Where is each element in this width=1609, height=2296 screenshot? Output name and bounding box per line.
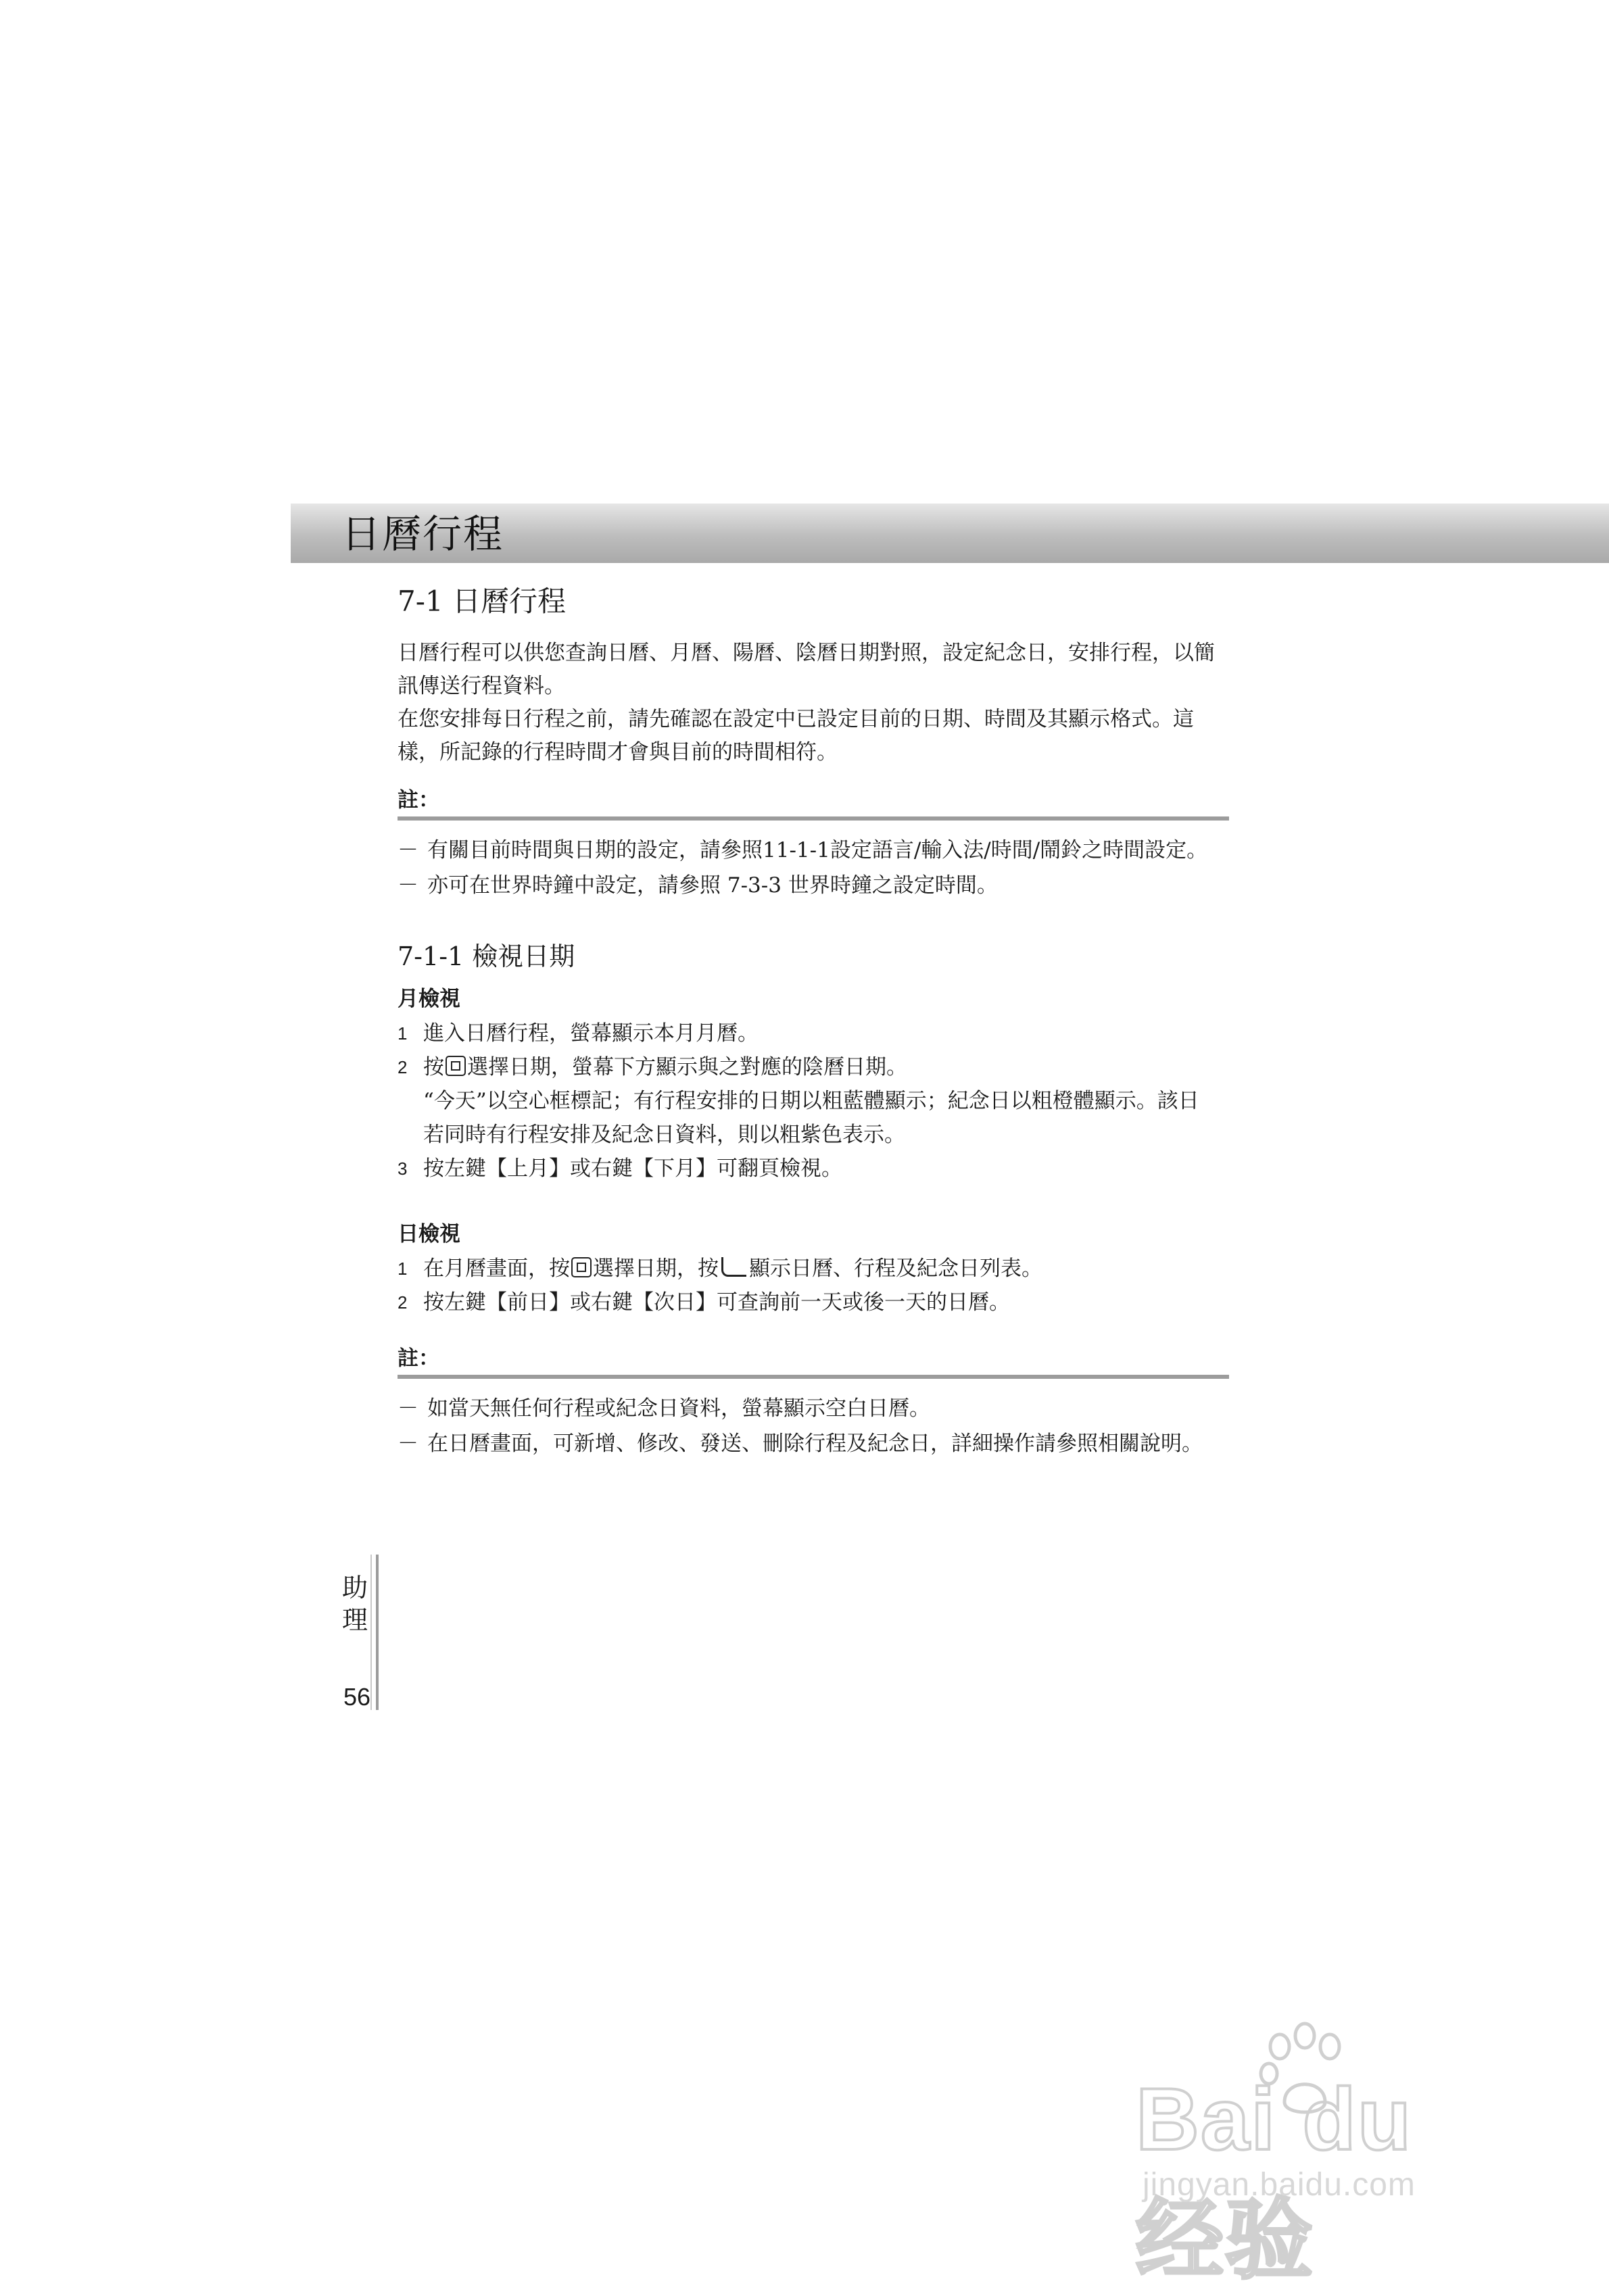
step-number: 2 [398, 1057, 408, 1077]
step-text-part: 按 [423, 1055, 444, 1079]
baidu-watermark [1136, 2021, 1514, 2289]
step-text-part: 選擇日期，螢幕下方顯示與之對應的陰曆日期。 [467, 1055, 907, 1079]
note-text: 有關目前時間與日期的設定，請參照11-1-1設定語言/輸入法/時間/鬧鈴之時間設定。 [427, 838, 1208, 862]
note-item [398, 833, 1229, 868]
section-heading: 7-1 日曆行程 [398, 585, 566, 618]
step-text [423, 1252, 1229, 1286]
intro-line: 在您安排每日行程之前，請先確認在設定中已設定目前的日期、時間及其顯示格式。這 [398, 707, 1194, 731]
step-text-part: 顯示日曆、行程及紀念日列表。 [749, 1256, 1042, 1281]
dash-bullet: － [398, 873, 418, 898]
note-box [398, 785, 1229, 903]
page-content [398, 581, 1229, 1461]
note-text: 亦可在世界時鐘中設定，請參照 7-3-3 世界時鐘之設定時間。 [427, 873, 998, 898]
note-item [398, 1391, 1229, 1426]
list-item [398, 1050, 1229, 1084]
note-item [398, 868, 1229, 903]
intro-line: 日曆行程可以供您查詢日曆、月曆、陽曆、陰曆日期對照，設定紀念日，安排行程，以簡 [398, 641, 1215, 665]
note-box [398, 1344, 1229, 1461]
step-text: 按左鍵【上月】或右鍵【下月】可翻頁檢視。 [423, 1156, 842, 1181]
intro-paragraph [398, 637, 1229, 769]
spacer [398, 1186, 1229, 1213]
note-label: 註： [398, 788, 439, 812]
note-label: 註： [398, 1346, 439, 1371]
center-key-icon [571, 1257, 592, 1277]
list-item [398, 1152, 1229, 1186]
subsection-heading: 7-1-1 檢視日期 [398, 942, 575, 971]
chapter-title: 日曆行程 [341, 511, 504, 557]
sidebar-rule [376, 1555, 379, 1710]
intro-line: 樣，所記錄的行程時間才會與目前的時間相符。 [398, 740, 838, 764]
step-number: 2 [398, 1292, 408, 1313]
watermark-brand: Bai du 经验 [1136, 2070, 1413, 2289]
note-text: 在日曆畫面，可新增、修改、發送、刪除行程及紀念日，詳細操作請參照相關說明。 [427, 1432, 1203, 1456]
list-item [398, 1286, 1229, 1319]
month-view-label: 月檢視 [398, 987, 460, 1011]
sidebar-chapter-label: 助理 [342, 1573, 368, 1635]
note-text: 如當天無任何行程或紀念日資料，螢幕顯示空白日曆。 [427, 1396, 930, 1421]
dash-bullet: － [398, 838, 418, 862]
note-divider [398, 816, 1229, 821]
step-number: 3 [398, 1158, 408, 1179]
step-text: 進入日曆行程，螢幕顯示本月月曆。 [423, 1021, 759, 1046]
dash-bullet: － [398, 1432, 418, 1456]
step-text-part: 在月曆畫面，按 [423, 1256, 570, 1281]
step-continuation: “今天”以空心框標記；有行程安排的日期以粗藍體顯示；紀念日以粗橙體顯示。該日 [423, 1089, 1199, 1113]
day-view-label: 日檢視 [398, 1222, 460, 1246]
note-item [398, 1426, 1229, 1461]
note-divider [398, 1375, 1229, 1379]
list-item [398, 1252, 1229, 1286]
step-number: 1 [398, 1259, 408, 1279]
page-number: 56 [343, 1683, 371, 1711]
step-continuation: 若同時有行程安排及紀念日資料，則以粗紫色表示。 [423, 1123, 905, 1147]
send-key-icon [721, 1257, 746, 1277]
dash-bullet: － [398, 1396, 418, 1421]
list-item [398, 1017, 1229, 1050]
watermark-url: jingyan.baidu.com [1143, 2167, 1416, 2203]
center-key-icon [446, 1056, 466, 1076]
step-text [423, 1050, 1229, 1084]
intro-line: 訊傳送行程資料。 [398, 674, 565, 698]
step-text-part: 選擇日期，按 [593, 1256, 719, 1281]
step-number: 1 [398, 1023, 408, 1044]
step-text: 按左鍵【前日】或右鍵【次日】可查詢前一天或後一天的日曆。 [423, 1290, 1010, 1315]
